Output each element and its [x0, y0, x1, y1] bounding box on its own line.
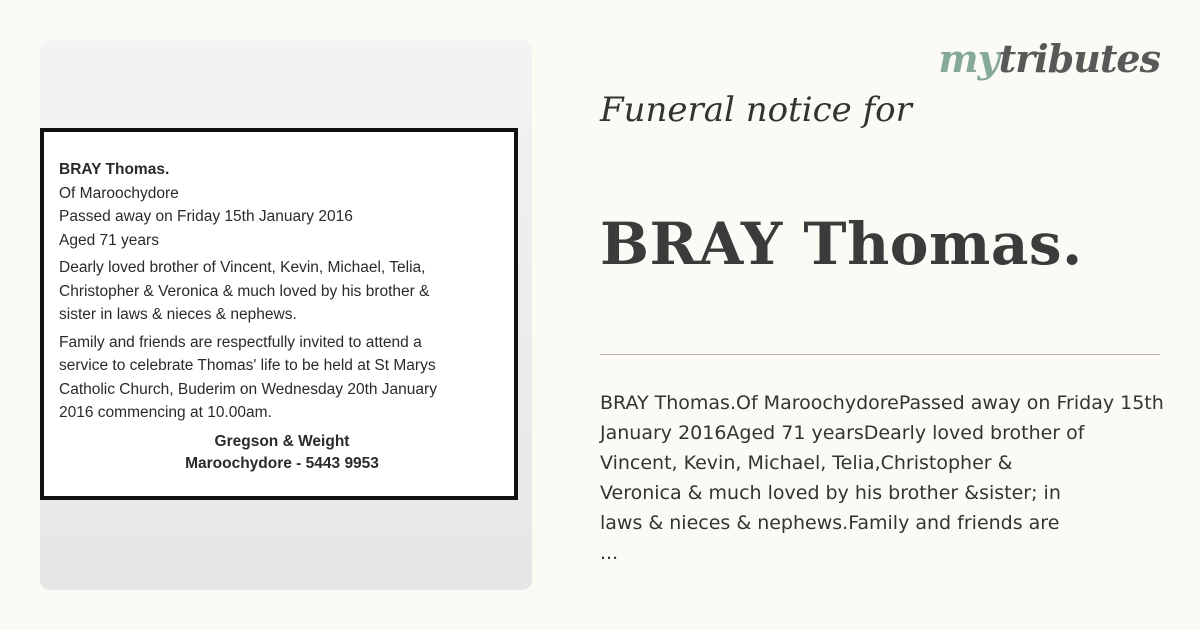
newspaper-notice-clipping	[40, 128, 518, 500]
notice-service-line: Catholic Church, Buderim on Wednesday 20th January	[59, 380, 437, 398]
excerpt-line: Veronica & much loved by his brother &sister; in	[600, 482, 1061, 504]
notice-image	[40, 40, 532, 590]
notice-family-paragraph	[59, 256, 505, 327]
notice-service-paragraph	[59, 331, 505, 425]
notice-excerpt	[600, 388, 1196, 568]
notice-deceased-name: BRAY Thomas.	[59, 161, 170, 178]
excerpt-line: January 2016Aged 71 yearsDearly loved brother of	[600, 422, 1085, 444]
excerpt-line: Vincent, Kevin, Michael, Telia,Christopher &	[600, 452, 1013, 474]
deceased-name-title: BRAY Thomas.	[600, 210, 1083, 278]
notice-service-line: 2016 commencing at 10.00am.	[59, 404, 272, 421]
funeral-director-signature	[59, 431, 505, 475]
notice-service-line: Family and friends are respectfully invited to attend a	[59, 333, 422, 351]
divider	[600, 354, 1160, 355]
mytributes-logo[interactable]	[938, 36, 1160, 81]
logo-part-tributes: tributes	[998, 36, 1160, 81]
excerpt-line: laws & nieces & nephews.Family and friends are	[600, 512, 1060, 534]
notice-age: Aged 71 years	[59, 231, 159, 249]
excerpt-line: BRAY Thomas.Of MaroochydorePassed away on Friday 15th	[600, 392, 1164, 414]
notice-family-line: Dearly loved brother of Vincent, Kevin, Michael, Telia,	[59, 259, 426, 276]
funeral-director-name: Gregson & Weight	[214, 432, 350, 450]
notice-service-line: service to celebrate Thomas' life to be held at St Marys	[59, 357, 436, 374]
notice-family-line: Christopher & Veronica & much loved by his brother &	[59, 282, 430, 300]
notice-family-line: sister in laws & nieces & nephews.	[59, 306, 297, 323]
notice-passed-date: Passed away on Friday 15th January 2016	[59, 208, 353, 225]
logo-part-my: my	[938, 36, 999, 81]
notice-heading-prefix: Funeral notice for	[600, 90, 912, 130]
notice-text	[59, 158, 505, 475]
excerpt-ellipsis: ...	[600, 542, 619, 564]
notice-location: Of Maroochydore	[59, 184, 179, 202]
funeral-director-contact: Maroochydore - 5443 9953	[185, 454, 379, 472]
